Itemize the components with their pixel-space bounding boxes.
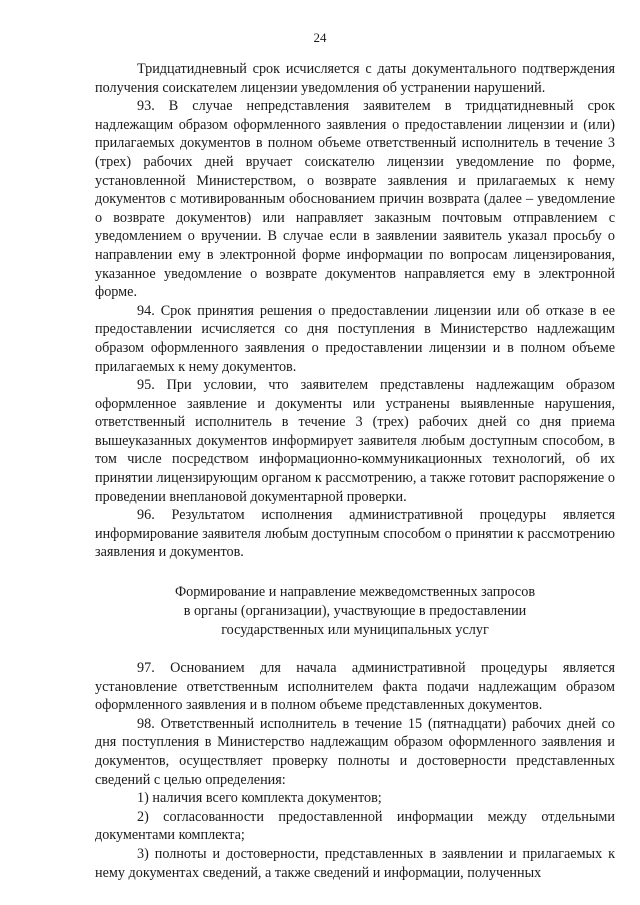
list-item-1: 1) наличия всего комплекта документов; [137, 790, 382, 807]
list-item-3: 3) полноты и достоверности, представленных в заявлении и прилагаемых к нему документах сведений, а также сведений и информации, полученных [95, 845, 615, 881]
section-heading-line-3: государственных или муниципальных услуг [221, 622, 489, 639]
document-body [95, 60, 615, 882]
section-heading-line-1: Формирование и направление межведомственных запросов [174, 584, 536, 601]
paragraph-94: 94. Срок принятия решения о предоставлении лицензии или об отказе в ее предоставлении исчисляется со дня поступления в Министерство надлежащим образом оформленного заявления о предоставлении лицензии и в полном объеме прилагаемых к нему документов. [95, 302, 615, 375]
page-number: 24 [313, 30, 327, 45]
paragraph-92-continuation: Тридцатидневный срок исчисляется с даты документального подтверждения получения соискателем лицензии уведомления об устранении нарушений. [95, 61, 615, 96]
paragraph-97: 97. Основанием для начала административной процедуры является установление ответственным исполнителем факта подачи надлежащим образом оформленного заявления и в полном объеме представленных документов. [95, 660, 615, 714]
section-heading-line-2: в органы (организации), участвующие в предоставлении [183, 603, 527, 620]
paragraph-96: 96. Результатом исполнения административной процедуры является информирование заявителя любым доступным способом о принятии к рассмотрению заявления и документов. [95, 507, 615, 561]
paragraph-98: 98. Ответственный исполнитель в течение 15 (пятнадцати) рабочих дней со дня поступления в Министерство надлежащим образом оформленного заявления и документов, осуществляет проверку полноты и достоверности представленных сведений с целью определения: [95, 715, 615, 788]
list-item-2: 2) согласованности предоставленной информации между отдельными документами комплекта; [95, 808, 615, 844]
paragraph-93: 93. В случае непредставления заявителем в тридцатидневный срок надлежащим образом оформленного заявления о предоставлении лицензии и (или) прилагаемых документов в полном объеме ответственный исполнитель в течение 3 (трех) рабочих дней вручает соискателю лицензии уведомление по форме, установленной Министерством, о возврате заявления и прилагаемых к нему документов с мотивированным обоснованием причин возврата (далее – уведомление о возврате документов) или направляет заказным почтовым отправлением с уведомлением о вручении. В случае если в заявлении заявитель указал просьбу о направлении ему в электронной форме информации по вопросам лицензирования, указанное уведомление о возврате документов направляется ему в электронной форме. [95, 98, 615, 301]
section-heading [95, 583, 615, 640]
paragraph-95: 95. При условии, что заявителем представлены надлежащим образом оформленное заявление и документы или устранены выявленные нарушения, ответственный исполнитель в течение 3 (трех) рабочих дней со дня приема вышеуказанных документов информирует заявителя любым доступным способом, в том числе посредством информационно-коммуникационных технологий, об их принятии лицензирующим органом к рассмотрению, а также готовит распоряжение о проведении внеплановой документарной проверки. [95, 377, 615, 505]
